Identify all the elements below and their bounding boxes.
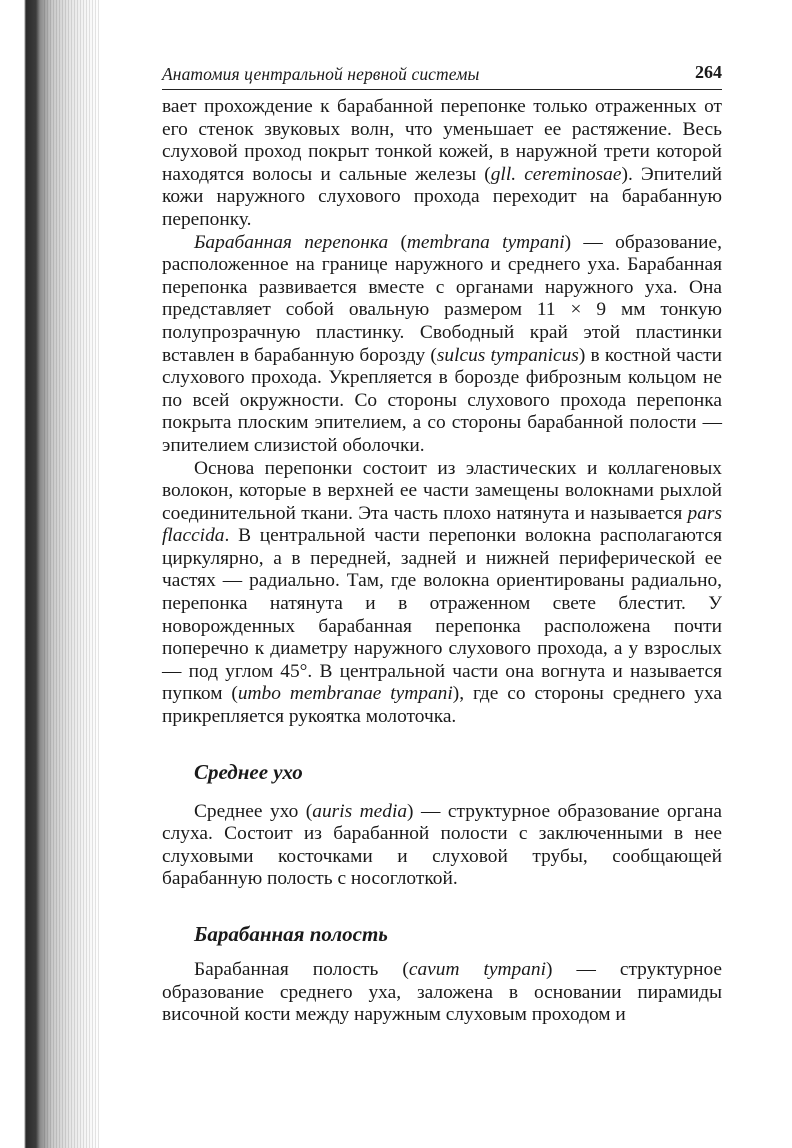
paragraph-tympanic-cavity [162,959,722,1027]
paragraph-text: ) — структурное образование среднего уха, заложена в основании пирамиды височной кости между наружным слуховым проходом и [162,959,722,1026]
page-number: 264 [695,62,722,82]
paragraph-text: ( [388,231,407,253]
paragraph-membrane-structure [162,458,722,729]
paragraph-text: . В центральной части перепонки волокна располагаются циркулярно, а в передней, задней и нижней периферической ее частях — радиально. Там, где волокна ориентированы радиально, перепонка натянута и в отраженном свете блестит. У новорожденных барабанная перепонка расположена почти поперечно к диаметру наружного слухового прохода, а у взрослых — под углом 45°. В центральной части она вогнута и называется пупком ( [162,525,722,705]
term-tympanic-membrane: Барабанная перепонка [194,231,389,253]
section-heading-middle-ear: Среднее ухо [194,759,303,784]
paragraph-text: ). Эпителий кожи наружного слухового прохода переходит на барабанную перепонку. [162,163,723,230]
latin-term: auris media [312,800,408,822]
paragraph-tympanic-membrane [162,232,722,458]
latin-term: gll. cereminosae [490,163,622,185]
latin-term: cavum tympani [408,959,546,980]
section-heading-tympanic-cavity: Барабанная полость [194,922,388,946]
running-header [162,60,722,88]
latin-term: membrana tympani [406,231,565,253]
paragraph-continuation [162,96,722,232]
paragraph-text: ) — образование, расположенное на границе наружного и среднего уха. Барабанная перепонка развивается вместе с органами наружного уха. Она представляет собой овальную размером 11 × 9 мм тонкую полупрозрачную пластинку. Свободный край этой пластинки вставлен в барабанную борозду ( [162,231,722,366]
latin-term: umbo membranae tympani [237,683,453,705]
paragraph-middle-ear [162,801,722,891]
book-spine-texture [44,0,100,1148]
paragraph-text: вает прохождение к барабанной перепонке только отраженных от его стенок звуковых волн, что уменьшает ее растяжение. Весь слуховой проход покрыт тонкой кожей, в наружной трети которой находятся волосы и сальные железы ( [162,96,722,185]
page-body [162,96,722,1027]
header-rule [162,89,722,90]
paragraph-text: Барабанная полость ( [194,959,409,980]
paragraph-text: ) — структурное образование органа слуха. Состоит из барабанной полости с заключенными в нее слуховыми косточками и слуховой трубы, сообщающей барабанную полость с носоглоткой. [162,800,722,890]
running-header-title: Анатомия центральной нервной системы [162,64,480,84]
paragraph-text: Среднее ухо ( [194,800,313,822]
paragraph-text: Основа перепонки состоит из эластических и коллагеновых волокон, которые в верхней ее части замещены волокнами рыхлой соединительной ткани. Эта часть плохо натянута и называется [162,457,722,524]
paragraph-text: ), где со стороны среднего уха прикрепляется рукоятка молоточка. [162,683,723,728]
latin-term: sulcus tympanicus [436,344,579,366]
paragraph-text: ) в костной части слухового прохода. Укрепляется в борозде фиброзным кольцом не по всей окружности. Со стороны слухового прохода перепонка покрыта плоским эпителием, а со стороны барабанной полости — эпителием слизистой оболочки. [162,344,722,456]
latin-term: pars flaccida [162,502,722,547]
